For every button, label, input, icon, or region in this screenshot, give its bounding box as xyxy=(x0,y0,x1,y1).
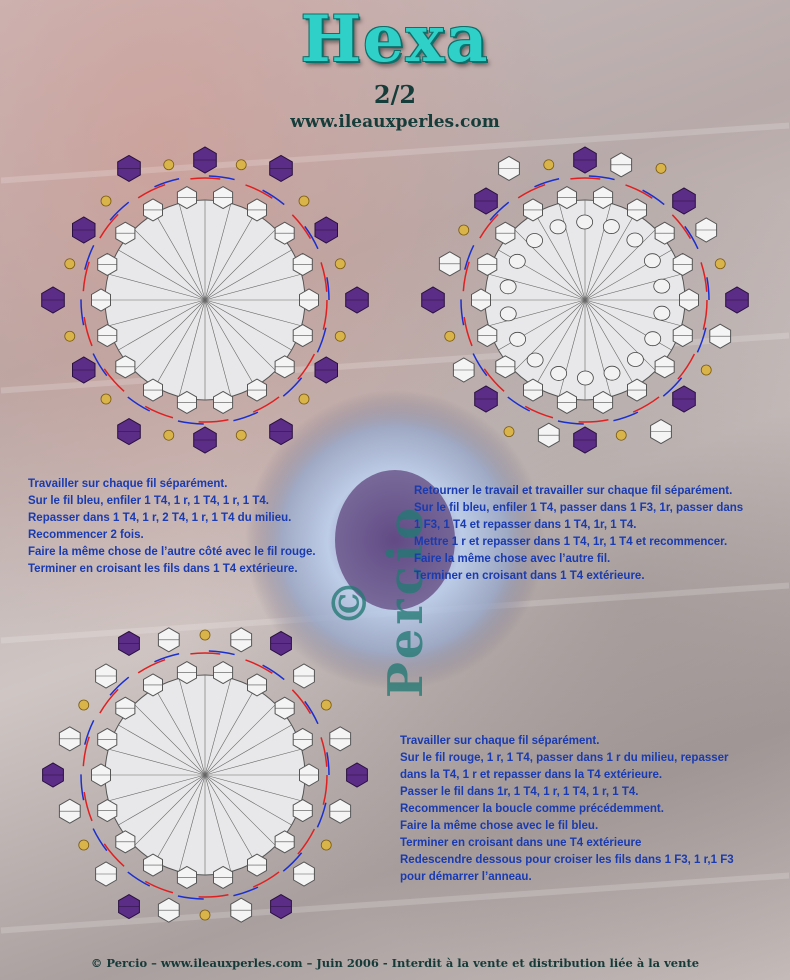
instruction-line: Passer le fil dans 1r, 1 T4, 1 r, 1 T4, 1 r, 1 T4. xyxy=(400,786,639,798)
gold-bead xyxy=(299,394,309,404)
f3-bead xyxy=(603,220,619,234)
instruction-line: Sur le fil rouge, 1 r, 1 T4, passer dans 1 r du milieu, repasser xyxy=(400,752,729,764)
gold-bead xyxy=(321,700,331,710)
page-title: Hexa xyxy=(300,2,490,77)
gold-bead xyxy=(299,196,309,206)
instruction-line: Faire la même chose avec l’autre fil. xyxy=(414,553,611,565)
instruction-line: Faire la même chose avec le fil bleu. xyxy=(400,820,599,832)
instruction-line: Retourner le travail et travailler sur chaque fil séparément. xyxy=(414,485,733,497)
instruction-line: Recommencer 2 fois. xyxy=(28,529,144,541)
gold-bead xyxy=(200,910,210,920)
gold-bead xyxy=(701,365,711,375)
website-link[interactable]: www.ileauxperles.com xyxy=(290,112,500,132)
f3-bead xyxy=(644,254,660,268)
f3-bead xyxy=(654,279,670,293)
f3-bead xyxy=(527,233,543,247)
gold-bead xyxy=(101,394,111,404)
instruction-line: Terminer en croisant dans 1 T4 extérieure. xyxy=(414,570,645,582)
f3-bead xyxy=(509,254,525,268)
instruction-line: 1 F3, 1 T4 et repasser dans 1 T4, 1r, 1 T4. xyxy=(414,519,637,531)
f3-bead xyxy=(604,366,620,380)
f3-bead xyxy=(550,220,566,234)
instruction-line: Sur le fil bleu, enfiler 1 T4, passer dans 1 F3, 1r, passer dans xyxy=(414,502,744,514)
gold-bead xyxy=(65,259,75,269)
gold-bead xyxy=(544,160,554,170)
instructions-step-2 xyxy=(414,483,743,585)
gold-bead xyxy=(335,259,345,269)
instruction-line: Travailler sur chaque fil séparément. xyxy=(28,478,228,490)
footer-copyright: © Percio – www.ileauxperles.com – Juin 2006 - Interdit à la vente et distribution liée à la vente xyxy=(90,956,700,970)
f3-bead xyxy=(500,307,516,321)
f3-bead xyxy=(500,280,516,294)
instruction-line: Redescendre dessous pour croiser les fils dans 1 F3, 1 r,1 F3 xyxy=(400,854,734,866)
instruction-line: dans la T4, 1 r et repasser dans la T4 extérieure. xyxy=(400,769,663,781)
instruction-line: Terminer en croisant dans une T4 extérieure xyxy=(400,837,642,849)
gold-bead xyxy=(715,259,725,269)
instruction-line: Mettre 1 r et repasser dans 1 T4, 1r, 1 T4 et recommencer. xyxy=(414,536,728,548)
gold-bead xyxy=(656,163,666,173)
gold-bead xyxy=(164,160,174,170)
f3-bead xyxy=(510,332,526,346)
gold-bead xyxy=(101,196,111,206)
gold-bead xyxy=(445,331,455,341)
f3-bead xyxy=(654,306,670,320)
instructions-step-1 xyxy=(28,476,316,578)
gold-bead xyxy=(236,430,246,440)
gold-bead xyxy=(79,840,89,850)
instruction-line: Recommencer la boucle comme précédemment. xyxy=(400,803,664,815)
instruction-line: Sur le fil bleu, enfiler 1 T4, 1 r, 1 T4, 1 r, 1 T4. xyxy=(28,495,269,507)
page-subtitle: 2/2 xyxy=(373,80,417,109)
instructions-step-3 xyxy=(400,733,734,886)
f3-bead xyxy=(551,366,567,380)
gold-bead xyxy=(459,225,469,235)
copyright-watermark: © Percio xyxy=(322,503,434,699)
gold-bead xyxy=(504,427,514,437)
gold-bead xyxy=(164,430,174,440)
instruction-line: Terminer en croisant les fils dans 1 T4 extérieure. xyxy=(28,563,298,575)
gold-bead xyxy=(321,840,331,850)
gold-bead xyxy=(335,331,345,341)
f3-bead xyxy=(577,371,593,385)
instruction-line: Travailler sur chaque fil séparément. xyxy=(400,735,600,747)
gold-bead xyxy=(65,331,75,341)
gold-bead xyxy=(236,160,246,170)
f3-bead xyxy=(645,332,661,346)
instruction-line: Repasser dans 1 T4, 1 r, 2 T4, 1 r, 1 T4 du milieu. xyxy=(28,512,292,524)
gold-bead xyxy=(616,430,626,440)
f3-bead xyxy=(627,353,643,367)
f3-bead xyxy=(577,215,593,229)
instruction-line: Faire la même chose de l’autre côté avec le fil rouge. xyxy=(28,546,316,558)
instruction-line: pour démarrer l’anneau. xyxy=(400,871,532,883)
gold-bead xyxy=(79,700,89,710)
f3-bead xyxy=(527,353,543,367)
gold-bead xyxy=(200,630,210,640)
f3-bead xyxy=(627,233,643,247)
